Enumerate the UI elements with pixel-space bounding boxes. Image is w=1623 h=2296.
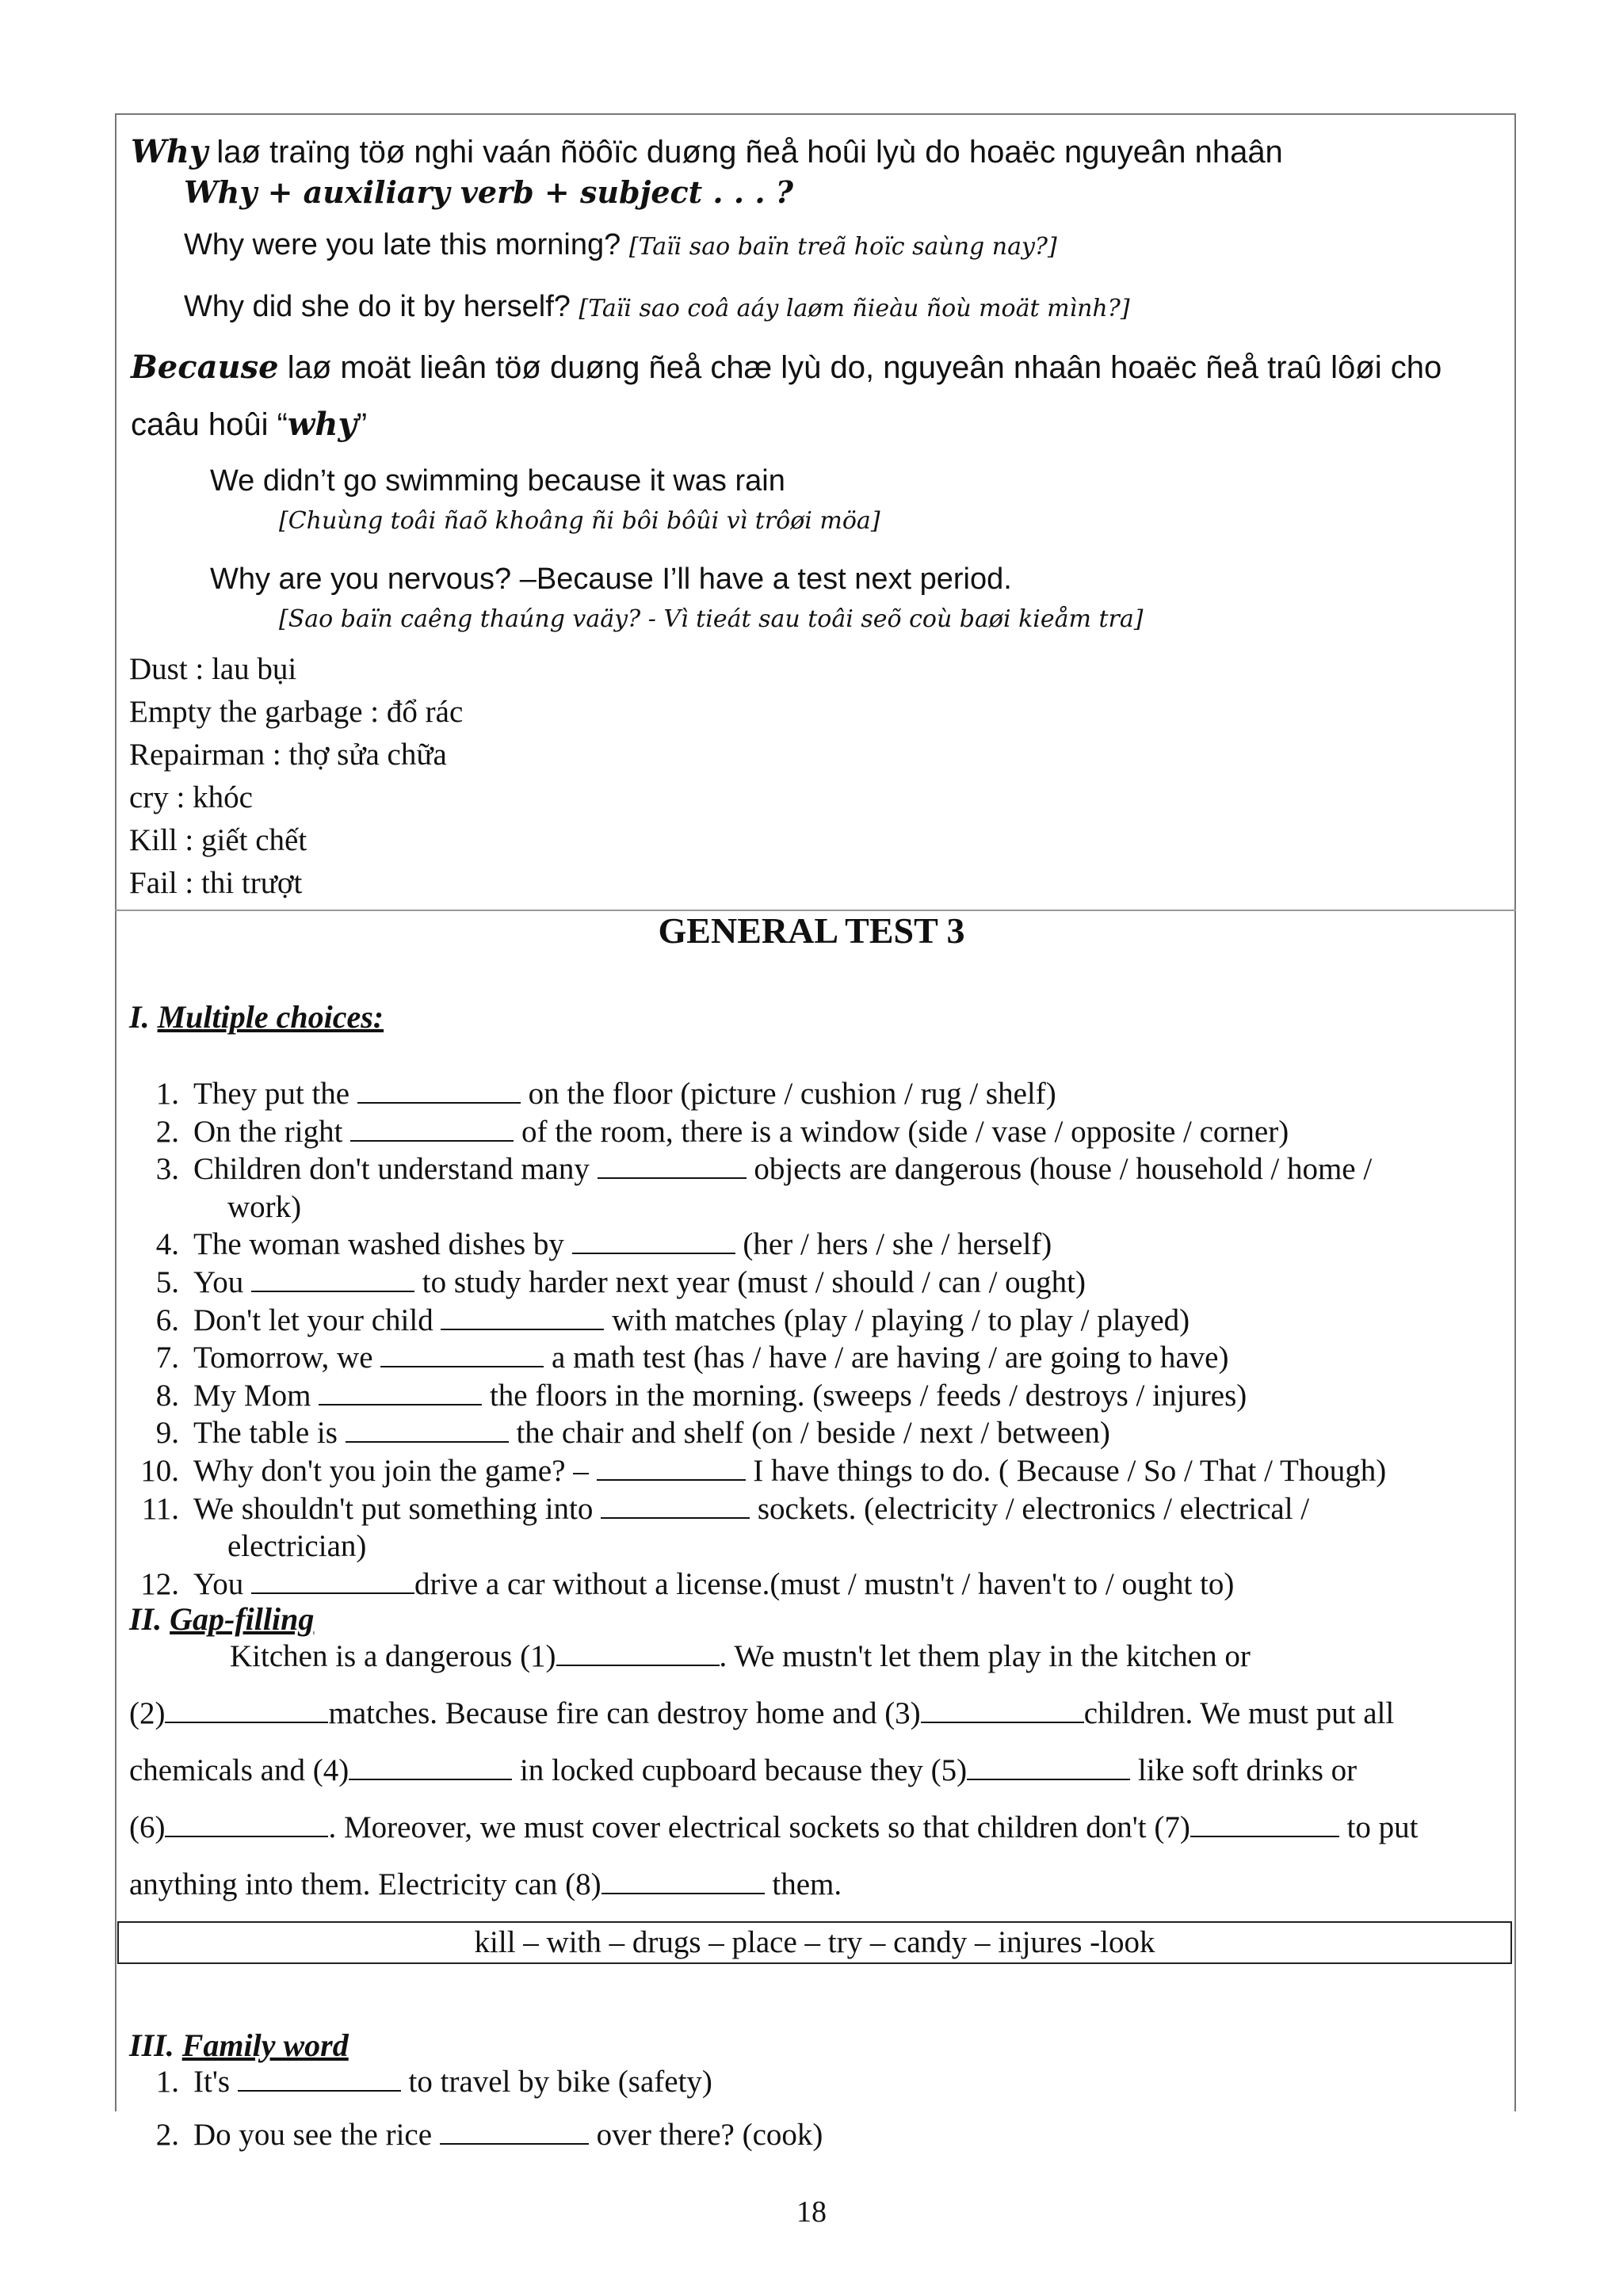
mc-number: 9. [155,1416,179,1451]
mc-text: Tomorrow, we [193,1341,381,1375]
family-number: 2. [155,2118,179,2152]
because-cont-post: ” [356,407,368,442]
gap-line-2 [129,1695,1394,1731]
because-keyword: Because [131,349,279,386]
family-text: It's [193,2065,238,2099]
answer-blank[interactable] [319,1379,482,1405]
answer-blank[interactable] [380,1341,544,1367]
mc-item [133,1339,1512,1377]
answer-blank[interactable] [251,1265,414,1292]
section-1-prefix: I. [129,999,158,1035]
example-2 [184,290,1130,324]
mc-number: 4. [155,1227,179,1262]
gap-blank-6[interactable] [165,1810,328,1837]
mc-options: I have things to do. ( Because / So / That / Though) [745,1453,1387,1488]
gap-text: to put [1338,1810,1419,1844]
answer-blank[interactable] [440,2118,589,2145]
why-keyword: Why [131,133,208,170]
mc-number: 12. [140,1566,179,1601]
section-1-heading [129,998,384,1035]
gap-blank-1[interactable] [556,1639,720,1666]
example-3-text: We didn’t go swimming because it was rain [210,464,785,498]
gap-text: in locked cupboard because they (5) [512,1753,968,1787]
mc-item [133,1226,1512,1264]
vocab-item: cry : khóc [129,780,253,814]
mc-item [133,1452,1512,1490]
gap-text: (6) [129,1810,166,1844]
example-4-translation: [Sao baïn caêng thaúng vaäy? - Vì tieát sau toâi seõ coù baøi kieåm tra] [279,605,1144,633]
mc-text: You [193,1566,252,1601]
family-hint: over there? (cook) [588,2118,823,2152]
answer-blank[interactable] [238,2065,401,2092]
gap-line-5 [129,1867,842,1902]
vocab-item: Dust : lau bụi [129,652,297,686]
mc-text: They put the [193,1077,357,1111]
mc-number: 7. [155,1341,179,1375]
answer-blank[interactable] [572,1227,735,1254]
gap-text: anything into them. Electricity can (8) [129,1867,601,1901]
section-3-title: Family word [181,2027,349,2063]
mc-options: objects are dangerous (house / household / home / [746,1152,1373,1187]
mc-item [133,1150,1512,1188]
gap-blank-8[interactable] [601,1867,765,1894]
gap-text: like soft drinks or [1130,1753,1358,1787]
test-title: GENERAL TEST 3 [658,910,965,951]
why-definition [131,133,1283,170]
vocab-item: Empty the garbage : đổ rác [129,695,464,729]
mc-options-cont: electrician) [227,1529,367,1564]
answer-blank[interactable] [441,1303,604,1330]
mc-text: We shouldn't put something into [193,1491,601,1526]
mc-options: with matches (play / playing / to play / played) [604,1302,1190,1337]
mc-number: 10. [140,1453,179,1488]
answer-blank[interactable] [350,1115,514,1142]
section-3-heading [129,2027,349,2064]
vocab-item: Repairman : thợ sửa chữa [129,738,447,772]
family-hint: to travel by bike (safety) [400,2065,712,2099]
mc-item-cont [133,1527,1512,1566]
gap-blank-5[interactable] [967,1753,1130,1780]
answer-blank[interactable] [601,1492,750,1519]
mc-options: sockets. (electricity / electronics / electrical / [750,1491,1310,1526]
why-description: laø traïng töø nghi vaán ñöôïc duøng ñeå hoûi lyù do hoaëc nguyeân nhaân [216,135,1283,170]
example-4-text: Why are you nervous? –Because I’ll have a test next period. [210,563,1012,596]
vocab-item: Fail : thi trượt [129,866,303,900]
example-1-text: Why were you late this morning? [184,228,621,261]
mc-text: You [193,1264,252,1299]
mc-item [133,1302,1512,1340]
mc-options: a math test (has / have / are having / are going to have) [544,1341,1229,1375]
gap-blank-7[interactable] [1190,1810,1339,1837]
mc-item [133,1490,1512,1528]
mc-text: Children don't understand many [193,1152,598,1187]
answer-blank[interactable] [346,1416,509,1443]
mc-item-cont [133,1188,1512,1226]
section-3-prefix: III. [129,2027,182,2063]
gap-text: . We mustn't let them play in the kitchen or [719,1639,1251,1673]
because-description: laø moät lieân töø duøng ñeå chæ lyù do, nguyeân nhaân hoaëc ñeå traû lôøi cho [287,350,1442,385]
why-inline-keyword: why [287,406,357,443]
gap-blank-2[interactable] [165,1696,328,1723]
gap-blank-3[interactable] [921,1696,1084,1723]
example-1-translation: [Taïi sao baïn treã hoïc saùng nay?] [628,233,1057,261]
family-text: Do you see the rice [193,2118,440,2152]
mc-item [133,1566,1512,1604]
gap-text: . Moreover, we must cover electrical sockets so that children don't (7) [328,1810,1190,1844]
mc-item [133,1264,1512,1302]
mc-options: drive a car without a license.(must / mustn't / haven't to / ought to) [414,1566,1235,1601]
answer-blank[interactable] [598,1152,747,1179]
mc-number: 1. [155,1077,179,1111]
mc-text: The woman washed dishes by [193,1227,572,1262]
answer-blank[interactable] [251,1567,414,1594]
mc-options: of the room, there is a window (side / vase / opposite / corner) [514,1114,1289,1149]
mc-options: to study harder next year (must / should / can / ought) [414,1264,1086,1299]
family-item [133,2064,712,2100]
gap-line-4 [129,1810,1419,1845]
why-formula: Why + auxiliary verb + subject . . . ? [184,174,794,210]
gap-line-3 [129,1753,1357,1788]
mc-options: on the floor (picture / cushion / rug / shelf) [520,1077,1056,1111]
example-2-translation: [Taïi sao coâ aáy laøm ñieàu ñoù moät mình?] [579,295,1130,322]
because-definition [131,349,1442,386]
mc-number: 11. [141,1491,179,1526]
mc-options: (her / hers / she / herself) [735,1227,1052,1262]
mc-item [133,1075,1512,1113]
gap-text: matches. Because fire can destroy home and (3) [328,1696,921,1730]
mc-text: Why don't you join the game? – [193,1453,597,1488]
gap-text: them. [764,1867,842,1901]
example-1 [184,228,1057,262]
because-cont-pre: caâu hoûi “ [131,407,288,442]
mc-number: 6. [155,1302,179,1337]
section-1-title: Multiple choices: [157,999,384,1035]
answer-blank[interactable] [597,1454,746,1481]
mc-number: 2. [155,1114,179,1149]
mc-item [133,1414,1512,1452]
mc-options-cont: work) [227,1189,302,1224]
family-item [133,2117,823,2153]
gap-text: chemicals and (4) [129,1753,349,1787]
example-3-translation: [Chuùng toâi ñaõ khoâng ñi bôi bôûi vì trôøi möa] [279,507,880,535]
gap-text: (2) [129,1696,166,1730]
example-2-text: Why did she do it by herself? [184,290,571,323]
mc-text: On the right [193,1114,351,1149]
mc-options: the floors in the morning. (sweeps / feeds / destroys / injures) [482,1378,1247,1413]
word-box: kill – with – drugs – place – try – candy – injures -look [117,1921,1512,1964]
gap-blank-4[interactable] [349,1753,512,1780]
section-2-prefix: II. [129,1601,170,1637]
mc-options: the chair and shelf (on / beside / next / between) [508,1416,1110,1451]
answer-blank[interactable] [357,1077,521,1104]
mc-text: My Mom [193,1378,319,1413]
mc-item [133,1377,1512,1415]
vocab-item: Kill : giết chết [129,823,307,857]
gap-line-1 [230,1638,1251,1674]
section-2-heading [129,1600,314,1638]
mc-number: 3. [155,1152,179,1187]
mc-number: 5. [155,1264,179,1299]
gap-text: children. We must put all [1083,1696,1395,1730]
mc-text: Don't let your child [193,1302,441,1337]
family-number: 1. [155,2065,179,2099]
section-2-title: Gap-filling [170,1601,315,1637]
multiple-choice-list [133,1075,1512,1603]
mc-text: The table is [193,1416,346,1451]
mc-number: 8. [155,1378,179,1413]
mc-item [133,1113,1512,1151]
gap-text: Kitchen is a dangerous (1) [230,1639,556,1673]
because-definition-cont [131,406,367,443]
page-number: 18 [796,2195,827,2229]
